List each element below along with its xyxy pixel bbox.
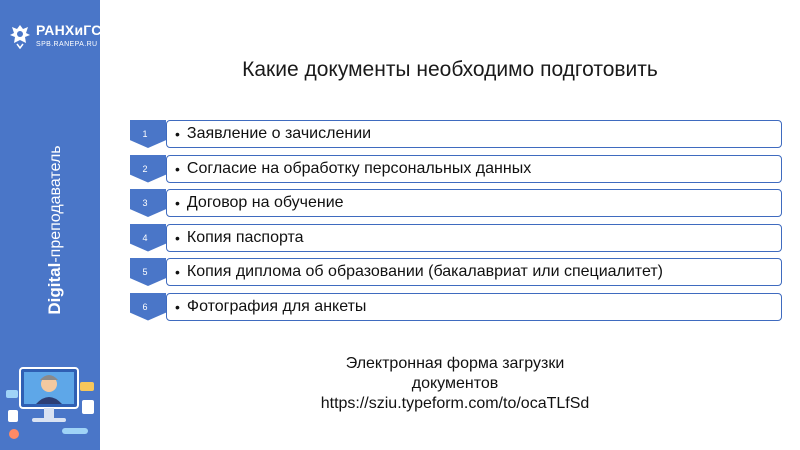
list-item: [130, 258, 782, 286]
bullet: •: [175, 195, 180, 211]
list-item-box: [166, 224, 782, 252]
teacher-at-computer-icon: [0, 360, 100, 450]
step-number: 4: [142, 232, 148, 243]
logo: [8, 20, 102, 60]
upload-form-link[interactable]: https://sziu.typeform.com/to/ocaTLfSd: [320, 395, 590, 412]
list-item-box: [166, 189, 782, 217]
list-item-text: Копия диплома об образовании (бакалавриат или специалитет): [186, 263, 663, 280]
step-number: 3: [142, 198, 148, 208]
list-item-box: [166, 293, 782, 321]
bullet: •: [175, 264, 180, 280]
list-item: [130, 189, 782, 217]
upload-form-note: [290, 354, 620, 414]
list-item: [130, 293, 782, 321]
sidebar-vertical-label: [45, 145, 65, 314]
list-item-text: Договор на обучение: [186, 194, 344, 211]
list-item: [130, 120, 782, 148]
step-number: 2: [142, 163, 148, 174]
footer-line-1: Электронная форма загрузки: [345, 355, 565, 372]
footer-line-2: документов: [411, 375, 499, 392]
list-item-box: [166, 120, 782, 148]
list-item-text: Согласие на обработку персональных данных: [186, 159, 532, 177]
list-item-box: [166, 258, 782, 286]
logo-name: РАНХиГС: [36, 22, 102, 38]
step-number: 6: [142, 301, 148, 312]
bullet: •: [175, 126, 180, 142]
bullet: •: [175, 160, 180, 177]
documents-list: [130, 120, 782, 327]
vertical-label-rest: -преподаватель: [47, 145, 64, 263]
sidebar: [0, 0, 100, 450]
eagle-emblem-icon: [8, 23, 32, 49]
list-item: [130, 155, 782, 183]
list-item-text: Заявление о зачислении: [186, 125, 372, 142]
logo-url: SPB.RANEPA.RU: [36, 41, 98, 48]
step-number: 5: [142, 267, 148, 277]
list-item-box: [166, 155, 782, 183]
step-number: 1: [142, 129, 148, 139]
list-item-text: Фотография для анкеты: [186, 297, 367, 315]
bullet: •: [175, 298, 180, 315]
list-item: [130, 224, 782, 252]
bullet: •: [175, 229, 180, 246]
vertical-label-strong: Digital: [45, 262, 64, 315]
list-item-text: Копия паспорта: [186, 228, 304, 246]
page-title: Какие документы необходимо подготовить: [242, 58, 658, 81]
